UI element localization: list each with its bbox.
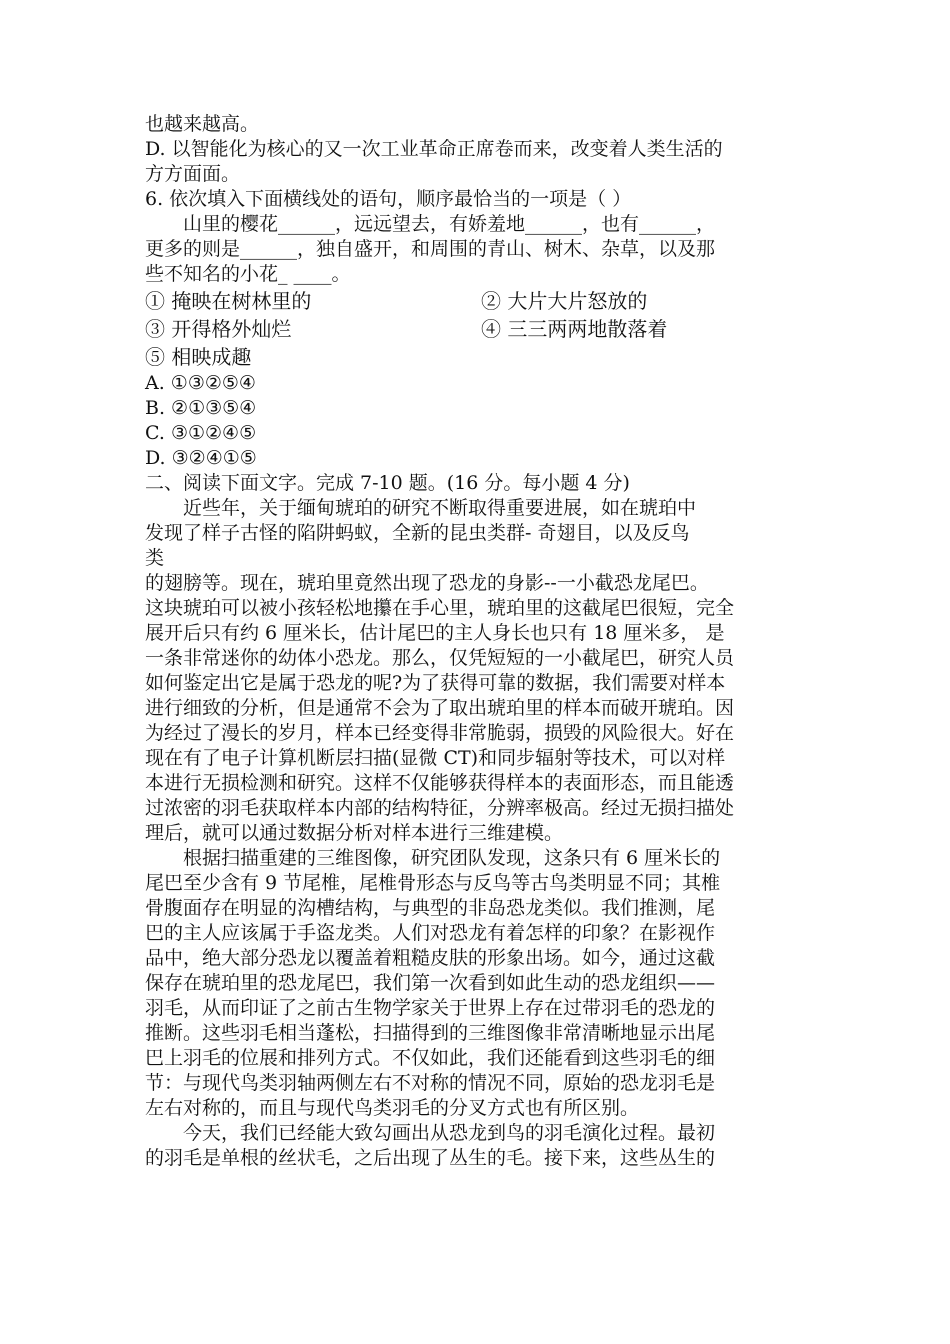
paragraph-line: 进行细致的分析，但是通常不会为了取出琥珀里的样本而破开琥珀。因 bbox=[145, 697, 735, 719]
paragraph-line: 展开后只有约 6 厘米长，估计尾巴的主人身长也只有 18 厘米多， 是 bbox=[145, 622, 725, 644]
question-6-passage bbox=[145, 212, 835, 287]
paragraph-line: 骨腹面存在明显的沟槽结构，与典型的非岛恐龙类似。我们推测，尾 bbox=[145, 897, 716, 919]
item-row bbox=[145, 343, 835, 371]
paragraph-line: 羽毛，从而印证了之前古生物学家关于世界上存在过带羽毛的恐龙的 bbox=[145, 997, 716, 1019]
paragraph-line: 理后，就可以通过数据分析对样本进行三维建模。 bbox=[145, 822, 564, 844]
document-page bbox=[145, 112, 835, 1171]
reading-paragraph-2 bbox=[145, 846, 835, 1121]
paragraph-line: 类 bbox=[145, 547, 165, 569]
passage-line: 些不知名的小花_ ____。 bbox=[145, 263, 351, 285]
paragraph-line: 今天，我们已经能大致勾画出从恐龙到鸟的羽毛演化过程。最初 bbox=[183, 1122, 716, 1144]
item-2: ② 大片大片怒放的 bbox=[481, 289, 648, 313]
paragraph-line: 的翅膀等。现在，琥珀里竟然出现了恐龙的身影--一小截恐龙尾巴。 bbox=[145, 572, 709, 594]
paragraph-line: 如何鉴定出它是属于恐龙的呢?为了获得可靠的数据，我们需要对样本 bbox=[145, 672, 726, 694]
item-1: ① 掩映在树林里的 bbox=[145, 289, 312, 313]
paragraph-line: 本进行无损检测和研究。这样不仅能够获得样本的表面形态，而且能透 bbox=[145, 772, 735, 794]
paragraph-line: 尾巴至少含有 9 节尾椎，尾椎骨形态与反鸟等古鸟类明显不同；其椎 bbox=[145, 872, 721, 894]
question-6-stem: 6. 依次填入下面横线处的语句，顺序最恰当的一项是（ ） bbox=[145, 188, 632, 210]
choice-d: D. ③②④①⑤ bbox=[145, 447, 257, 469]
paragraph-line: 现在有了电子计算机断层扫描(显微 CT)和同步辐射等技术，可以对样 bbox=[145, 747, 726, 769]
top-lines bbox=[145, 112, 835, 212]
paragraph-line: 品中，绝大部分恐龙以覆盖着粗糙皮肤的形象出场。如今，通过这截 bbox=[145, 947, 716, 969]
choice-a: A. ①③②⑤④ bbox=[145, 372, 256, 394]
paragraph-line: 近些年，关于缅甸琥珀的研究不断取得重要进展，如在琥珀中 bbox=[183, 497, 697, 519]
paragraph-line: 过浓密的羽毛获取样本内部的结构特征，分辨率极高。经过无损扫描处 bbox=[145, 797, 735, 819]
passage-line: 山里的樱花______，远远望去，有娇羞地______，也有______， bbox=[183, 213, 716, 235]
text-line: 也越来越高。 bbox=[145, 113, 260, 135]
paragraph-line: 根据扫描重建的三维图像，研究团队发现，这条只有 6 厘米长的 bbox=[183, 847, 721, 869]
reading-paragraph-1 bbox=[145, 496, 835, 846]
section-heading: 二、阅读下面文字。完成 7-10 题。(16 分。每小题 4 分) bbox=[145, 472, 630, 494]
item-row bbox=[145, 315, 835, 343]
paragraph-line: 为经过了漫长的岁月，样本已经变得非常脆弱，损毁的风险很大。好在 bbox=[145, 722, 735, 744]
paragraph-line: 保存在琥珀里的恐龙尾巴，我们第一次看到如此生动的恐龙组织—— bbox=[145, 972, 716, 994]
paragraph-line: 巴的主人应该属于手盗龙类。人们对恐龙有着怎样的印象？在影视作 bbox=[145, 922, 716, 944]
paragraph-line: 推断。这些羽毛相当蓬松，扫描得到的三维图像非常清晰地显示出尾 bbox=[145, 1022, 716, 1044]
paragraph-line: 巴上羽毛的位展和排列方式。不仅如此，我们还能看到这些羽毛的细 bbox=[145, 1047, 716, 1069]
paragraph-line: 的羽毛是单根的丝状毛，之后出现了丛生的毛。接下来，这些丛生的 bbox=[145, 1147, 716, 1169]
paragraph-line: 这块琥珀可以被小孩轻松地攥在手心里，琥珀里的这截尾巴很短，完全 bbox=[145, 597, 735, 619]
reading-paragraph-3 bbox=[145, 1121, 835, 1171]
question-6-items bbox=[145, 287, 835, 371]
item-3: ③ 开得格外灿烂 bbox=[145, 317, 292, 341]
option-d-line: D. 以智能化为核心的又一次工业革命正席卷而来，改变着人类生活的 bbox=[145, 138, 723, 160]
paragraph-line: 左右对称的，而且与现代鸟类羽毛的分叉方式也有所区别。 bbox=[145, 1097, 640, 1119]
passage-line: 更多的则是______，独自盛开，和周围的青山、树木、杂草，以及那 bbox=[145, 238, 716, 260]
text-line: 方方面面。 bbox=[145, 163, 241, 185]
paragraph-line: 发现了样子古怪的陷阱蚂蚁，全新的昆虫类群- 奇翅目，以及反鸟 bbox=[145, 522, 690, 544]
question-6-choices bbox=[145, 371, 835, 471]
choice-c: C. ③①②④⑤ bbox=[145, 422, 257, 444]
paragraph-line: 节：与现代鸟类羽轴两侧左右不对称的情况不同，原始的恐龙羽毛是 bbox=[145, 1072, 716, 1094]
item-4: ④ 三三两两地散落着 bbox=[481, 317, 668, 341]
choice-b: B. ②①③⑤④ bbox=[145, 397, 257, 419]
paragraph-line: 一条非常迷你的幼体小恐龙。那么，仅凭短短的一小截尾巴，研究人员 bbox=[145, 647, 735, 669]
item-row bbox=[145, 287, 835, 315]
item-5: ⑤ 相映成趣 bbox=[145, 345, 252, 369]
